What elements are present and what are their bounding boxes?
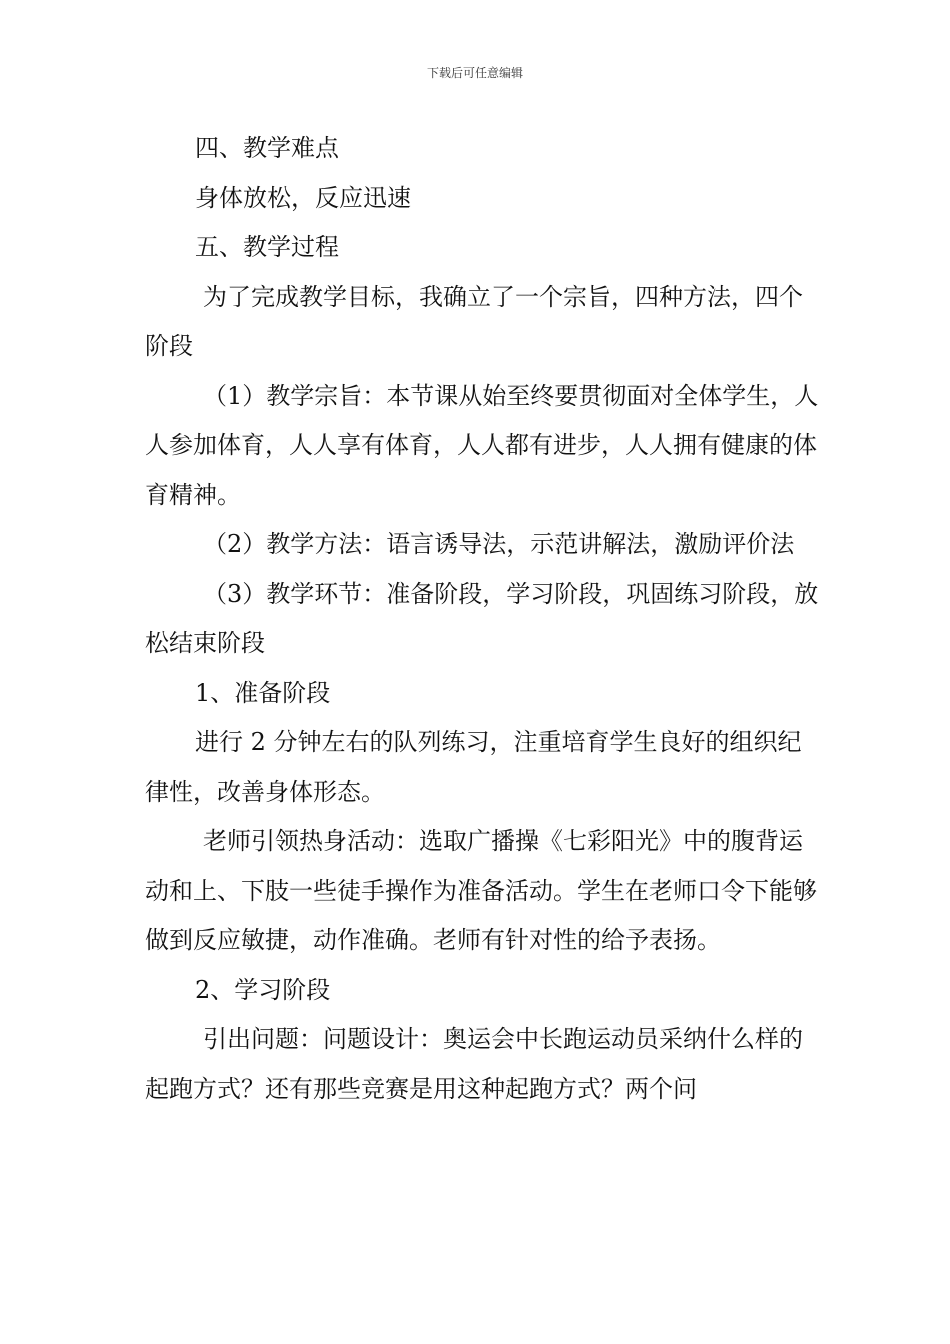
- heading-teaching-difficulty: 四、教学难点: [195, 134, 339, 162]
- paragraph-teaching-purpose: （1）教学宗旨：本节课从始至终要贯彻面对全体学生，人人参加体育，人人享有体育，人人都有进步，人人拥有健康的体育精神。: [145, 381, 819, 509]
- paragraph-difficulty-content: 身体放松，反应迅速: [195, 183, 411, 212]
- paragraph-formation-drill: 进行 2 分钟左右的队列练习，注重培育学生良好的组织纪律性，改善身体形态。: [145, 728, 802, 806]
- paragraph-question-intro: 引出问题：问题设计：奥运会中长跑运动员采纳什么样的起跑方式？还有那些竞赛是用这种起跑方式？两个问: [145, 1025, 803, 1103]
- heading-teaching-process: 五、教学过程: [195, 233, 339, 261]
- paragraph-process-intro: 为了完成教学目标，我确立了一个宗旨，四种方法，四个阶段: [145, 282, 803, 360]
- paragraph-warmup: 老师引领热身活动：选取广播操《七彩阳光》中的腹背运动和上、下肢一些徒手操作为准备活动。学生在老师口令下能够做到反应敏捷，动作准确。老师有针对性的给予表扬。: [145, 827, 817, 954]
- document-body: [145, 124, 825, 1114]
- page-header: 下载后可任意编辑: [426, 66, 523, 80]
- paragraph-teaching-methods: （2）教学方法：语言诱导法，示范讲解法，激励评价法: [203, 530, 795, 558]
- heading-preparation-stage: 1、准备阶段: [195, 678, 331, 707]
- heading-learning-stage: 2、学习阶段: [195, 975, 331, 1004]
- paragraph-teaching-stages: （3）教学环节：准备阶段，学习阶段，巩固练习阶段，放松结束阶段: [145, 579, 819, 657]
